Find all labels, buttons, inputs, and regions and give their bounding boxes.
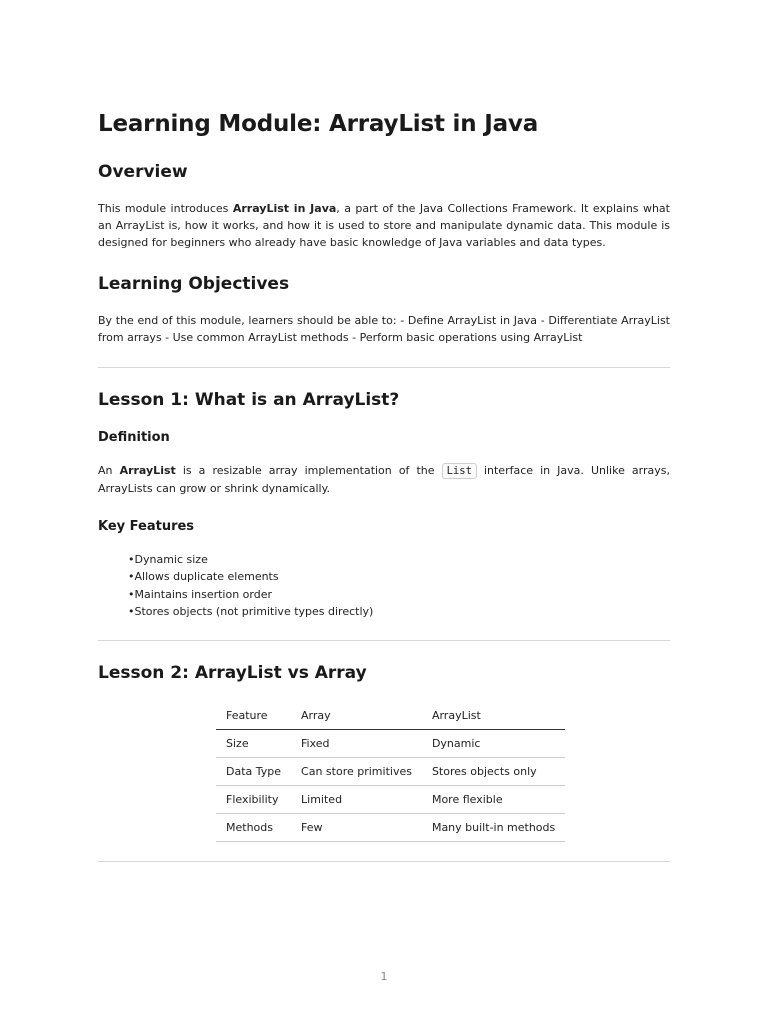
objectives-heading: Learning Objectives (98, 274, 290, 294)
definition-text-start: An (98, 464, 120, 477)
lesson1-heading: Lesson 1: What is an ArrayList? (98, 390, 400, 410)
list-item: • Stores objects (not primitive types directly) (128, 603, 373, 620)
definition-paragraph (98, 462, 670, 497)
table-cell: Stores objects only (422, 758, 565, 786)
list-item: • Dynamic size (128, 551, 373, 568)
section-divider (98, 640, 670, 641)
list-item: • Allows duplicate elements (128, 568, 373, 585)
inline-code-list: List (442, 463, 477, 479)
overview-bold-term: ArrayList in Java (232, 202, 337, 215)
definition-text-middle: is a resizable array implementation of the (175, 464, 442, 477)
table-cell: Flexibility (216, 786, 291, 814)
table-cell: Fixed (291, 730, 422, 758)
definition-bold-term: ArrayList (119, 464, 176, 477)
table-row (216, 786, 565, 814)
key-features-heading: Key Features (98, 519, 195, 534)
table-cell: Methods (216, 814, 291, 842)
overview-text-start: This module introduces (98, 202, 233, 215)
table-cell: Can store primitives (291, 758, 422, 786)
page-number: 1 (380, 970, 388, 983)
list-item: • Maintains insertion order (128, 586, 373, 603)
table-row (216, 814, 565, 842)
comparison-table (216, 701, 565, 842)
key-features-list (128, 551, 373, 620)
section-divider (98, 367, 670, 368)
objectives-paragraph: By the end of this module, learners should be able to: - Define ArrayList in Java - Differentiate ArrayList from arrays - Use common ArrayList methods - Perform basic operations using ArrayList (98, 314, 670, 344)
section-divider (98, 861, 670, 862)
column-header: ArrayList (422, 701, 565, 730)
overview-paragraph (98, 200, 670, 251)
table-cell: Few (291, 814, 422, 842)
table-cell: Many built-in methods (422, 814, 565, 842)
table-cell: Size (216, 730, 291, 758)
table-header-row (216, 701, 565, 730)
table-cell: Dynamic (422, 730, 565, 758)
overview-text-end: , a part of the Java Collections Framework. It explains what an ArrayList is, how it works, and how it is used to store and manipulate dynamic data. This module is designed for beginners who already have basic knowledge of Java variables and data types. (98, 202, 670, 249)
table-cell: Data Type (216, 758, 291, 786)
table-cell: More flexible (422, 786, 565, 814)
table-row (216, 758, 565, 786)
table-row (216, 730, 565, 758)
definition-text-end: interface in Java. Unlike arrays, ArrayLists can grow or shrink dynamically. (98, 464, 670, 495)
column-header: Feature (216, 701, 291, 730)
definition-heading: Definition (98, 430, 170, 445)
lesson2-heading: Lesson 2: ArrayList vs Array (98, 663, 367, 683)
page-title: Learning Module: ArrayList in Java (98, 111, 539, 137)
overview-heading: Overview (98, 162, 188, 182)
column-header: Array (291, 701, 422, 730)
table-cell: Limited (291, 786, 422, 814)
